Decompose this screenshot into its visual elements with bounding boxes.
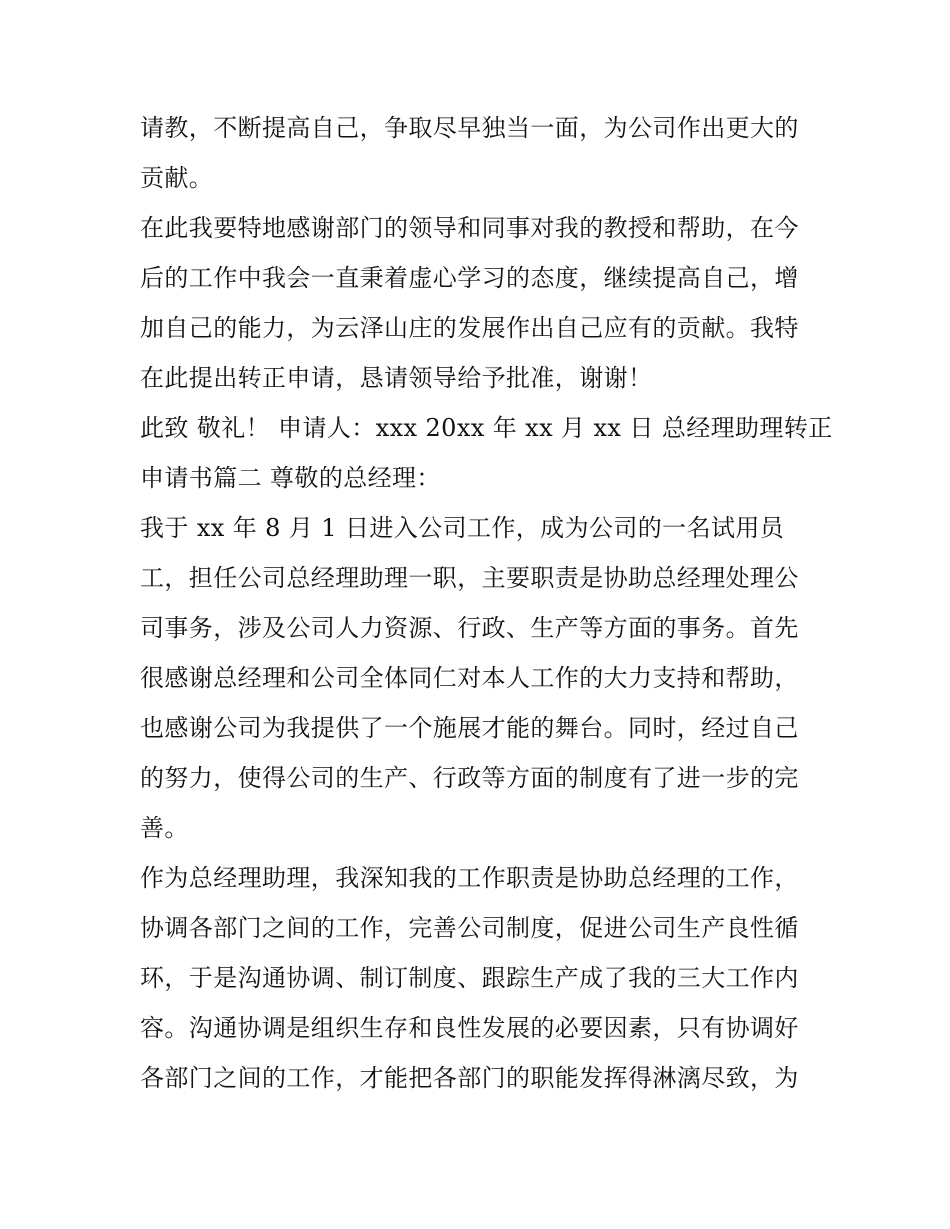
text-line: 很感谢总经理和公司全体同仁对本人工作的大力支持和帮助， bbox=[140, 664, 799, 692]
text-line: 作为总经理助理，我深知我的工作职责是协助总经理的工作， bbox=[140, 864, 799, 892]
text-line: 善。 bbox=[140, 814, 189, 842]
text-line: 也感谢公司为我提供了一个施展才能的舞台。同时，经过自己 bbox=[140, 714, 799, 742]
text-line: 容。沟通协调是组织生存和良性发展的必要因素，只有协调好 bbox=[140, 1014, 799, 1042]
text-line: 此致 敬礼！ 申请人：xxx 20xx 年 xx 月 xx 日 总经理助理转正 bbox=[140, 414, 833, 442]
text-line: 在此我要特地感谢部门的领导和同事对我的教授和帮助，在今 bbox=[140, 214, 799, 242]
text-line: 在此提出转正申请，恳请领导给予批准，谢谢！ bbox=[140, 364, 653, 392]
text-line: 贡献。 bbox=[140, 164, 214, 192]
text-line: 各部门之间的工作，才能把各部门的职能发挥得淋漓尽致，为 bbox=[140, 1064, 799, 1092]
document-body bbox=[140, 103, 833, 1103]
text-line: 后的工作中我会一直秉着虚心学习的态度，继续提高自己，增 bbox=[140, 264, 799, 292]
text-line: 的努力，使得公司的生产、行政等方面的制度有了进一步的完 bbox=[140, 764, 799, 792]
text-line: 环，于是沟通协调、制订制度、跟踪生产成了我的三大工作内 bbox=[140, 964, 799, 992]
text-line: 加自己的能力，为云泽山庄的发展作出自己应有的贡献。我特 bbox=[140, 314, 799, 342]
text-line: 我于 xx 年 8 月 1 日进入公司工作，成为公司的一名试用员 bbox=[140, 514, 785, 542]
text-line: 申请书篇二 尊敬的总经理： bbox=[140, 464, 441, 492]
text-line: 司事务，涉及公司人力资源、行政、生产等方面的事务。首先 bbox=[140, 614, 799, 642]
text-line: 请教，不断提高自己，争取尽早独当一面，为公司作出更大的 bbox=[140, 114, 799, 142]
text-line: 工，担任公司总经理助理一职，主要职责是协助总经理处理公 bbox=[140, 564, 799, 592]
text-line: 协调各部门之间的工作，完善公司制度，促进公司生产良性循 bbox=[140, 914, 799, 942]
